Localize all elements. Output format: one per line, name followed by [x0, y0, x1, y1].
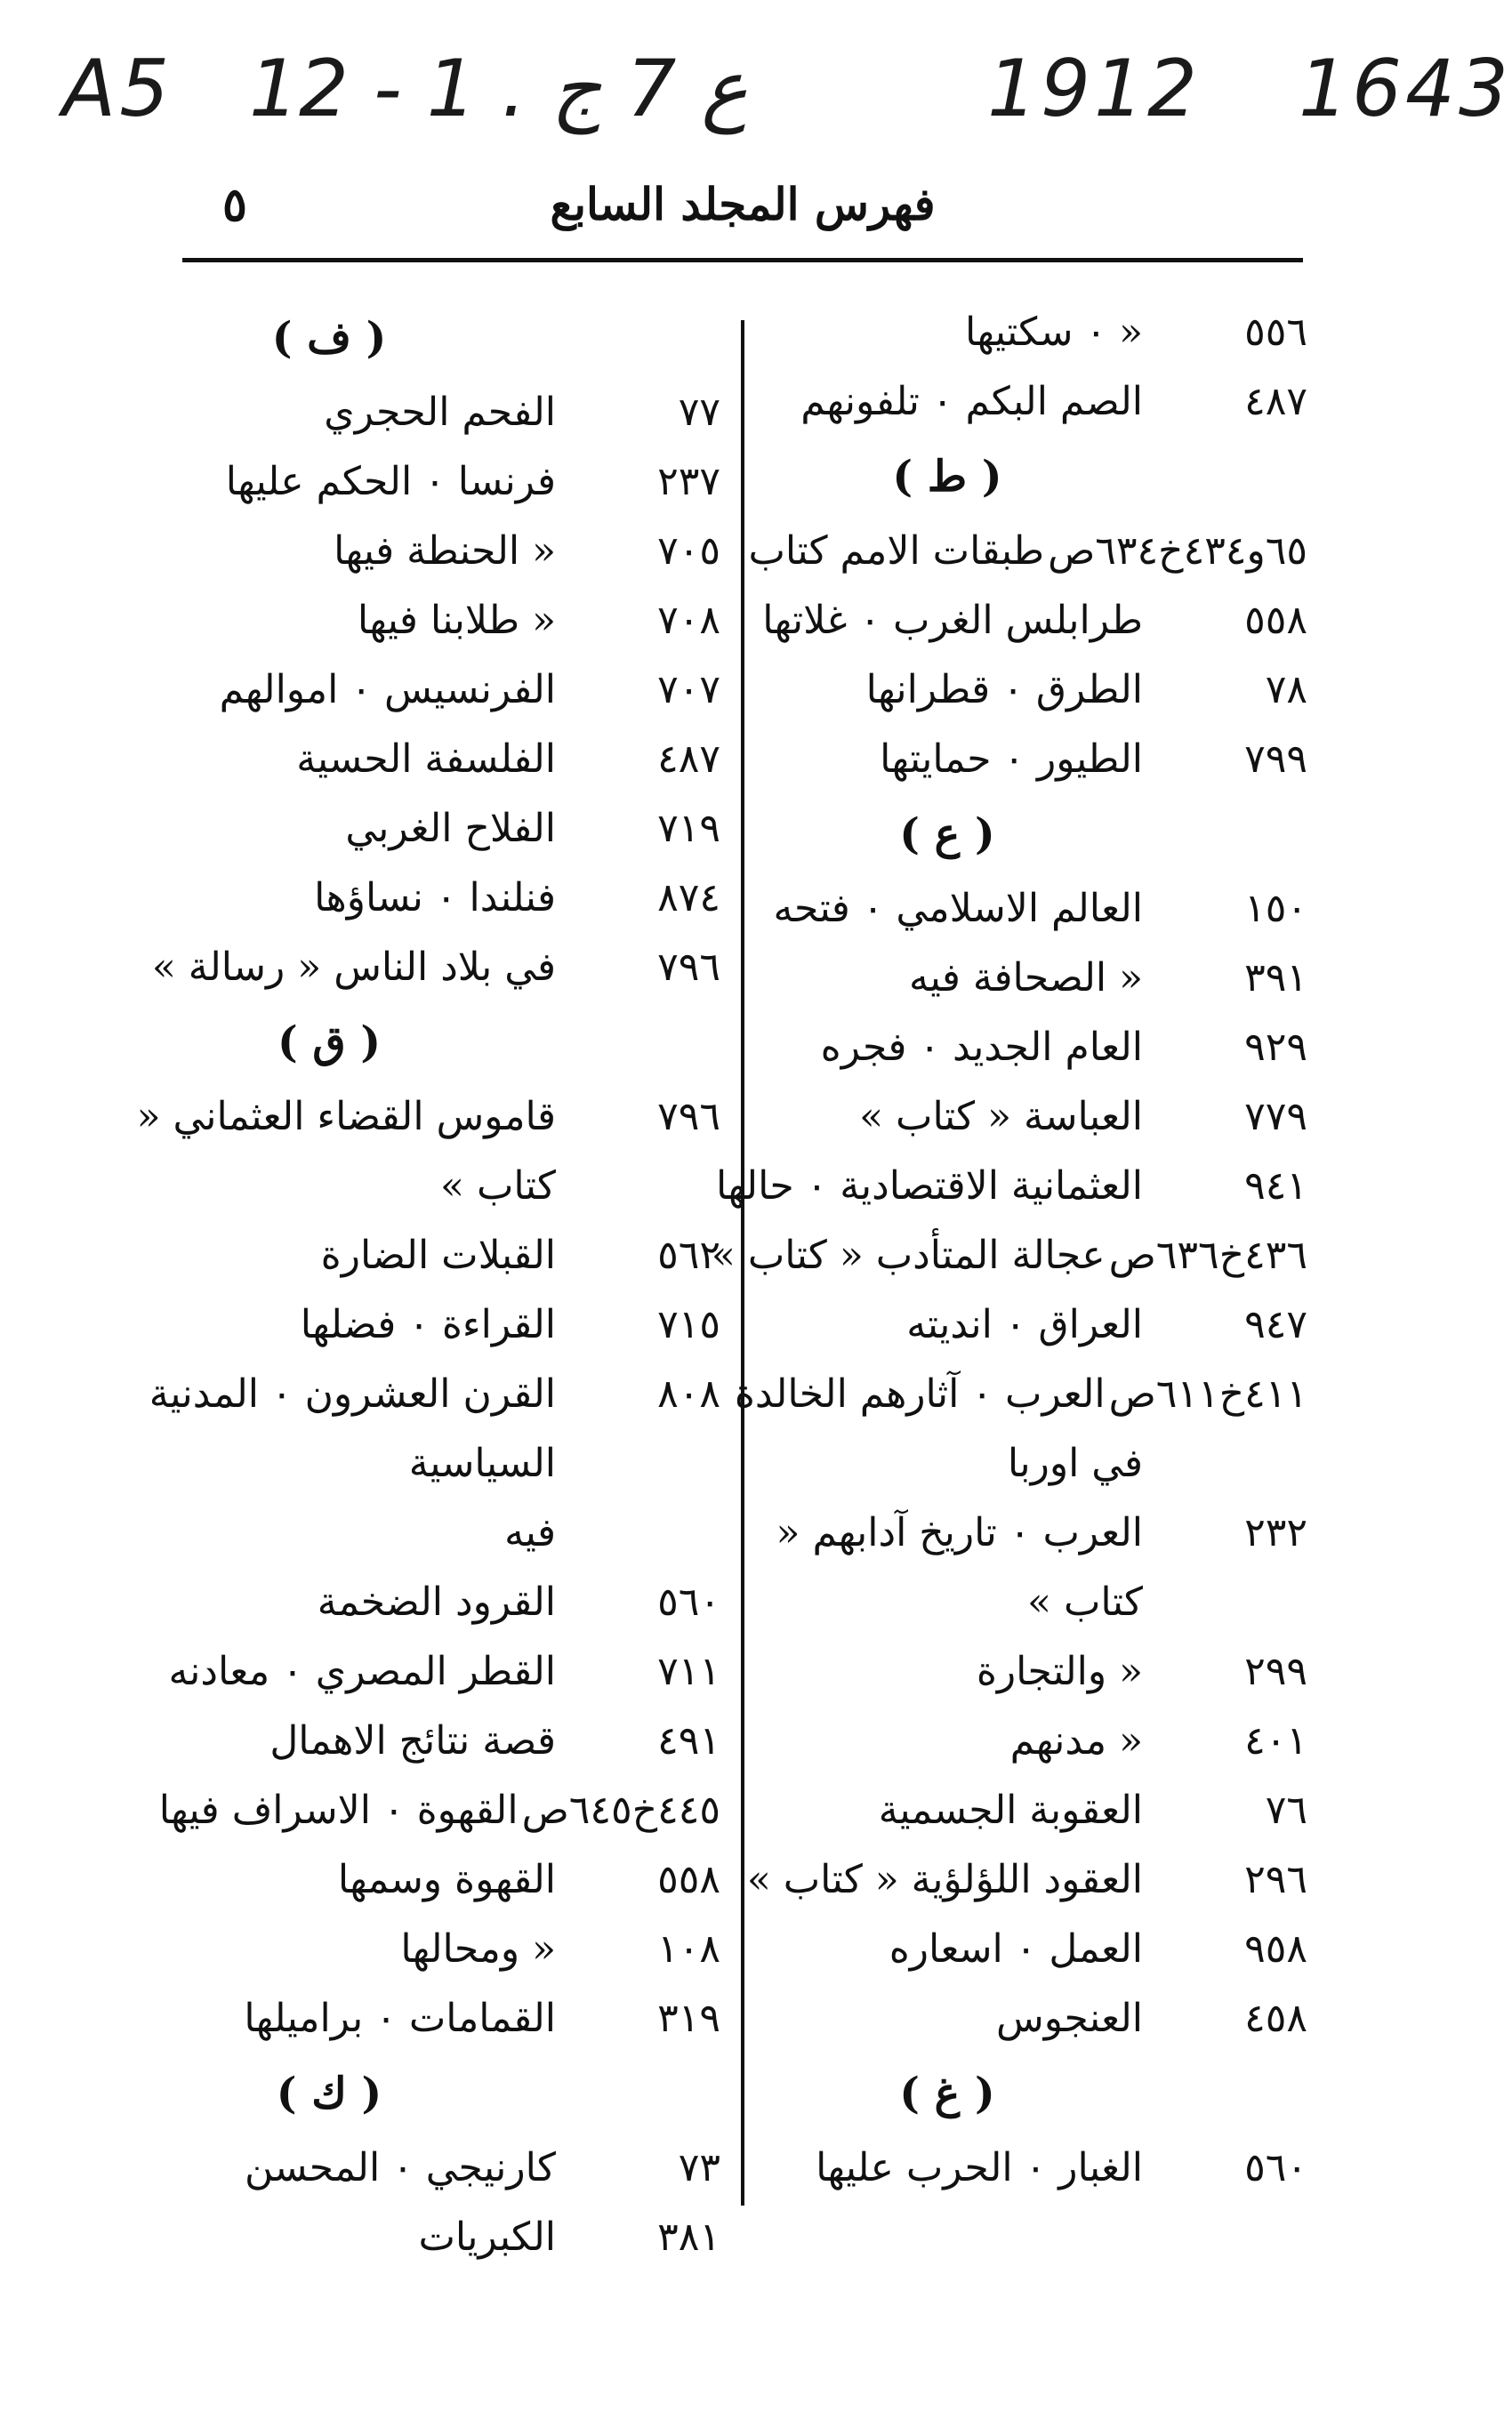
entry-title: العباسة « كتاب »	[859, 1094, 1143, 1139]
page-reference: ٩٢٩	[1244, 1025, 1307, 1070]
page-reference: ٩٤١	[1244, 1163, 1307, 1209]
page-reference: ٤٠١	[1244, 1718, 1307, 1764]
entry-title: العنجوس	[996, 1996, 1143, 2041]
index-entry	[98, 1707, 720, 1776]
index-entry	[694, 367, 1307, 437]
index-entry	[98, 864, 720, 933]
handwritten-year: 1912	[987, 43, 1201, 134]
page-reference: ٥٥٨	[1244, 598, 1307, 643]
page-reference: ٧٠٧	[657, 667, 720, 712]
index-entry	[98, 1776, 720, 1845]
entry-title: في اوربا	[1007, 1441, 1143, 1486]
page-reference: ١٠٨	[657, 1926, 720, 1972]
handwritten-annotation	[62, 43, 1512, 158]
page-reference: ٢٩٩	[1244, 1649, 1307, 1694]
entry-title: القراءة ٠ فضلها	[300, 1302, 556, 1347]
index-entry	[98, 517, 720, 586]
index-entry	[694, 1082, 1307, 1152]
page-reference: ٥٦٢	[657, 1233, 720, 1278]
handwritten-code-a: A5	[62, 43, 173, 134]
index-entry	[694, 655, 1307, 725]
page-reference: ٦٥و٤٣٤خ٦٣٤ص	[1048, 528, 1307, 574]
index-entry	[98, 2134, 720, 2203]
index-entry	[694, 1845, 1307, 1915]
entry-title: القرن العشرون ٠ المدنية السياسية	[149, 1371, 556, 1486]
index-entry	[98, 2203, 720, 2272]
entry-title: كارنيجي ٠ المحسن	[244, 2145, 556, 2190]
page-reference: ٧١١	[657, 1649, 720, 1694]
index-entry	[98, 378, 720, 447]
page-reference: ٧٠٥	[657, 528, 720, 574]
entry-title: الفرنسيس ٠ اموالهم	[219, 667, 556, 712]
index-entry	[694, 1221, 1307, 1290]
entry-title: طرابلس الغرب ٠ غلاتها	[762, 598, 1143, 643]
entry-title: العقود اللؤلؤية « كتاب »	[746, 1857, 1143, 1902]
index-entry	[694, 1637, 1307, 1707]
section-letter: ( ف )	[271, 313, 387, 363]
page-reference: ٤٣٦خ٦٣٦ص	[1108, 1233, 1307, 1278]
header-rule	[182, 258, 1303, 262]
entry-title: الفلسفة الحسية	[296, 736, 556, 782]
entry-title: العام الجديد ٠ فجره	[820, 1025, 1143, 1070]
page-reference: ٤٨٧	[1244, 379, 1307, 424]
page-number: ٥	[222, 178, 247, 232]
index-entry	[98, 1568, 720, 1637]
page-reference: ٣٨١	[657, 2214, 720, 2260]
section-letter: ( ع )	[899, 809, 995, 859]
entry-title: فنلندا ٠ نساؤها	[314, 875, 556, 920]
entry-title: القطر المصري ٠ معادنه	[168, 1649, 556, 1694]
index-entry	[694, 1499, 1307, 1637]
index-entry	[98, 1082, 720, 1221]
entry-title: العرب ٠ آثارهم الخالدة	[734, 1371, 1106, 1417]
entry-title: « مدنهم	[1009, 1718, 1143, 1764]
index-entry	[98, 1290, 720, 1360]
index-entry	[694, 1013, 1307, 1082]
entry-title: القمامات ٠ براميلها	[244, 1996, 556, 2041]
index-entry	[98, 725, 720, 794]
index-entry	[98, 794, 720, 864]
index-entry	[694, 586, 1307, 655]
section-letter: ( ق )	[277, 1017, 382, 1067]
page-reference: ٢٣٧	[657, 459, 720, 504]
page-reference: ٧٩٦	[657, 1094, 720, 1139]
entry-title: الطرق ٠ قطرانها	[865, 667, 1143, 712]
page-reference: ٥٥٨	[657, 1857, 720, 1902]
index-entry	[98, 1845, 720, 1915]
page-reference: ٥٦٠	[657, 1579, 720, 1625]
page-reference: ٧١٥	[657, 1302, 720, 1347]
entry-title: « طلابنا فيها	[357, 598, 556, 643]
page-reference: ٤٤٥خ٦٤٥ص	[521, 1788, 720, 1833]
entry-title: القهوة وسمها	[337, 1857, 556, 1902]
section-letter: ( غ )	[899, 2069, 995, 2118]
entry-title: « الصحافة فيه	[908, 955, 1143, 1001]
index-entry	[694, 1984, 1307, 2053]
page-title: فهرس المجلد السابع	[550, 178, 936, 230]
entry-title: الفلاح الغربي	[345, 806, 556, 851]
page-reference: ٢٣٢	[1244, 1510, 1307, 1555]
page-header	[182, 178, 1303, 258]
handwritten-number: 1643	[1299, 43, 1512, 134]
page-reference: ٨٠٨	[657, 1371, 720, 1417]
index-entry	[694, 1152, 1307, 1221]
index-entry-continuation	[98, 1499, 720, 1568]
index-entry	[98, 933, 720, 1002]
page-reference: ٧١٩	[657, 806, 720, 851]
page-reference: ٥٦٠	[1244, 2145, 1307, 2190]
index-entry	[694, 1360, 1307, 1429]
page-reference: ٩٤٧	[1244, 1302, 1307, 1347]
index-entry	[694, 725, 1307, 794]
index-entry	[98, 655, 720, 725]
page-reference: ٤٨٧	[657, 736, 720, 782]
index-entry	[694, 517, 1307, 586]
entry-title: في بلاد الناس « رسالة »	[151, 944, 556, 990]
entry-title: « والتجارة	[976, 1649, 1143, 1694]
entry-title: القهوة ٠ الاسراف فيها	[158, 1788, 519, 1833]
index-entry	[98, 1915, 720, 1984]
page-reference: ٤٩١	[657, 1718, 720, 1764]
entry-title: عجالة المتأدب « كتاب »	[711, 1233, 1106, 1278]
entry-title: العقوبة الجسمية	[878, 1788, 1143, 1833]
page-reference: ٨٧٤	[657, 875, 720, 920]
page-reference: ٩٥٨	[1244, 1926, 1307, 1972]
index-entry	[98, 1221, 720, 1290]
entry-title: الغبار ٠ الحرب عليها	[816, 2145, 1143, 2190]
page-reference: ٧٩٦	[657, 944, 720, 990]
page-reference: ٧٨	[1265, 667, 1307, 712]
page-reference: ٣٩١	[1244, 955, 1307, 1001]
section-letter: ( ك )	[276, 2069, 382, 2118]
index-entry	[694, 298, 1307, 367]
entry-title: قاموس القضاء العثماني « كتاب »	[136, 1094, 556, 1209]
entry-title: الفحم الحجري	[324, 390, 556, 435]
index-entry	[98, 1360, 720, 1499]
index-entry	[98, 1637, 720, 1707]
page-reference: ٣١٩	[657, 1996, 720, 2041]
entry-title: « ومحالها	[400, 1926, 556, 1972]
entry-title: العالم الاسلامي ٠ فتحه	[773, 886, 1143, 931]
index-entry	[694, 2134, 1307, 2203]
entry-title: الطيور ٠ حمايتها	[880, 736, 1143, 782]
entry-title: العراق ٠ انديته	[906, 1302, 1143, 1347]
page-reference: ١٥٠	[1244, 886, 1307, 931]
page-reference: ٢٩٦	[1244, 1857, 1307, 1902]
page-reference: ٧٠٨	[657, 598, 720, 643]
entry-title: فرنسا ٠ الحكم عليها	[225, 459, 556, 504]
page-reference: ٤٥٨	[1244, 1996, 1307, 2041]
entry-title: طبقات الامم كتاب	[748, 528, 1045, 574]
index-entry	[694, 1776, 1307, 1845]
entry-title: « الحنطة فيها	[334, 528, 556, 574]
page-reference: ٧٧٩	[1244, 1094, 1307, 1139]
index-entry	[694, 874, 1307, 944]
index-entry	[694, 944, 1307, 1013]
page-reference: ٧٧	[678, 390, 720, 435]
entry-title: العمل ٠ اسعاره	[889, 1926, 1143, 1972]
entry-title: العثمانية الاقتصادية ٠ حالها	[715, 1163, 1143, 1209]
index-entry	[98, 447, 720, 517]
page-reference: ٥٥٦	[1244, 309, 1307, 355]
page-reference: ٧٣	[678, 2145, 720, 2190]
page-reference: ٧٦	[1265, 1788, 1307, 1833]
index-column-right	[694, 298, 1307, 2203]
entry-title: قصة نتائج الاهمال	[269, 1718, 556, 1764]
index-entry	[694, 1915, 1307, 1984]
index-entry	[98, 586, 720, 655]
page-reference: ٧٩٩	[1244, 736, 1307, 782]
entry-title: الكبريات	[418, 2214, 556, 2260]
entry-title: العرب ٠ تاريخ آدابهم « كتاب »	[776, 1510, 1143, 1625]
entry-title: القرود الضخمة	[317, 1579, 556, 1625]
entry-title: « ٠ سكتيها	[965, 309, 1143, 355]
index-entry	[694, 1290, 1307, 1360]
index-entry	[98, 1984, 720, 2053]
entry-title: القبلات الضارة	[320, 1233, 556, 1278]
index-entry	[694, 1707, 1307, 1776]
index-column-left	[98, 298, 720, 2272]
entry-title: فيه	[504, 1510, 556, 1555]
handwritten-code-b: 12 - 1 . ع 7 ج	[249, 43, 748, 134]
page-reference: ٤١١خ٦١١ص	[1108, 1371, 1307, 1417]
section-letter: ( ط )	[892, 452, 1002, 502]
entry-title: الصم البكم ٠ تلفونهم	[800, 379, 1143, 424]
index-entry-continuation	[694, 1429, 1307, 1499]
